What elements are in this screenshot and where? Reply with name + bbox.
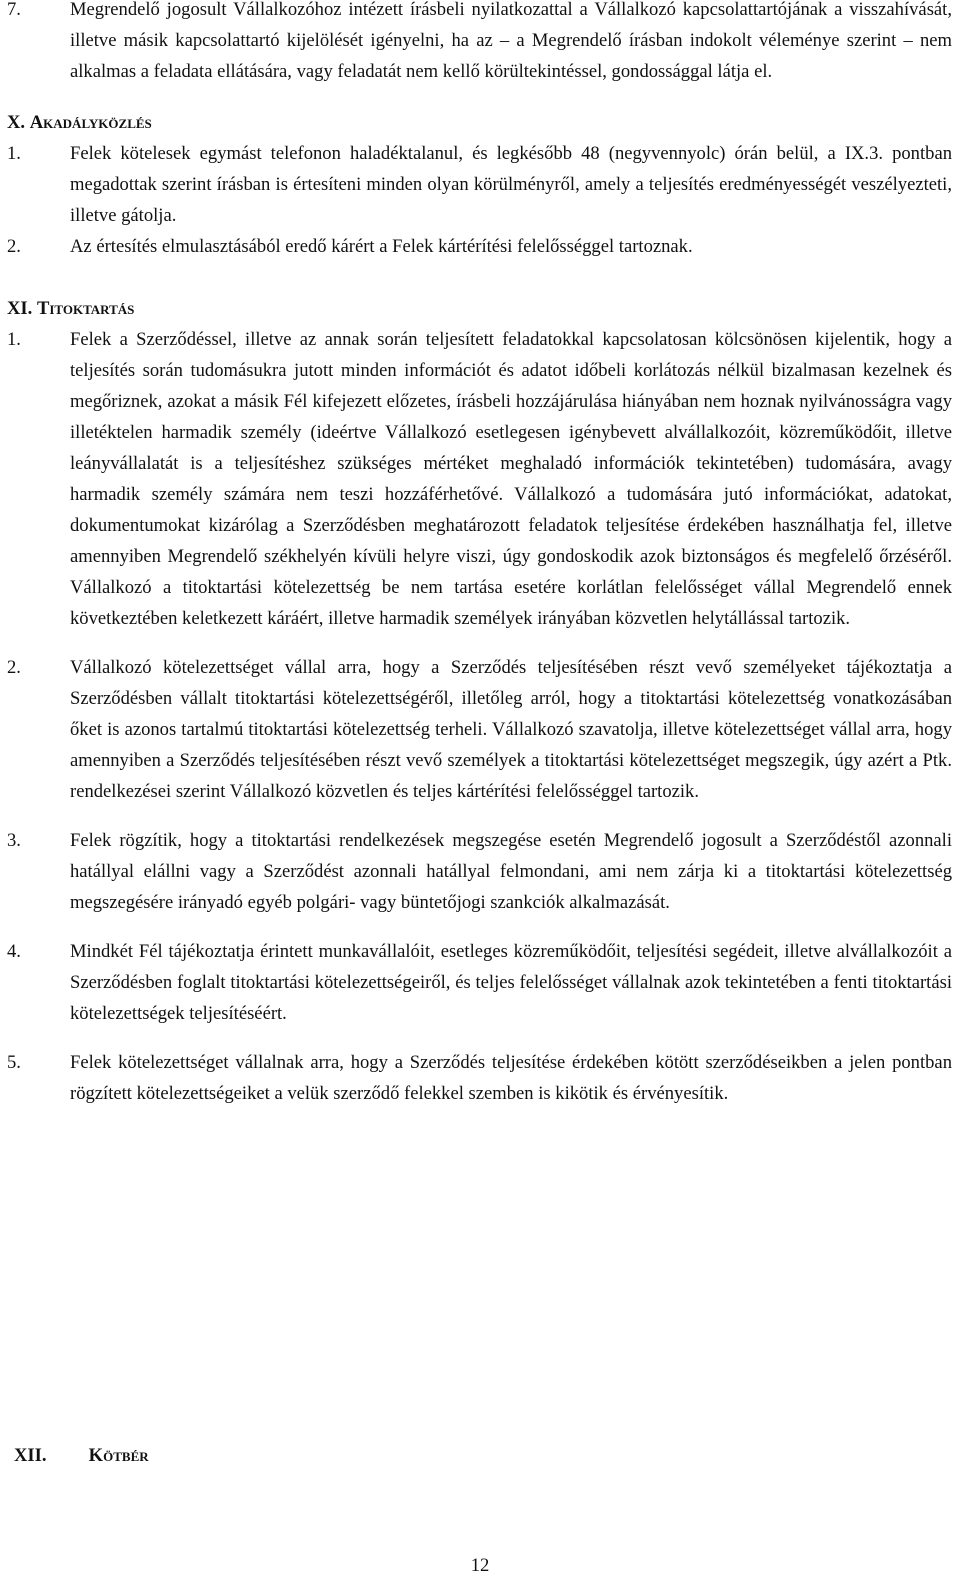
list-item bbox=[0, 0, 960, 87]
list-item bbox=[0, 652, 960, 807]
item-number: 1. bbox=[7, 329, 21, 350]
section-heading-xi bbox=[0, 293, 960, 324]
item-number: 5. bbox=[7, 1052, 21, 1073]
section-number: XI. bbox=[7, 298, 33, 319]
item-text: Felek kötelezettséget vállalnak arra, hogy a Szerződés teljesítése érdekében kötött szerződéseikben a jelen pontban rögzített kötelezettségeiket a velük szerződő felekkel szemben is kikötik és érvényesítik. bbox=[70, 1052, 952, 1104]
item-number: 2. bbox=[7, 657, 21, 678]
list-item bbox=[0, 231, 960, 262]
list-item bbox=[0, 324, 960, 634]
list-item bbox=[0, 825, 960, 918]
item-text: Megrendelő jogosult Vállalkozóhoz intézett írásbeli nyilatkozattal a Vállalkozó kapcsolattartójának a visszahívását, illetve másik kapcsolattartó kijelölését igényelni, ha az – a Megrendelő írásban indokolt véleménye szerint – nem alkalmas a feladata ellátására, vagy feladatát nem kellő körültekintéssel, gondossággal látja el. bbox=[70, 0, 952, 82]
section-title: Titoktartás bbox=[36, 298, 135, 319]
list-item bbox=[0, 1047, 960, 1109]
section-number: X. bbox=[7, 112, 26, 133]
item-text: Felek a Szerződéssel, illetve az annak során teljesített feladatokkal kapcsolatosan kölcsönösen kijelentik, hogy a teljesítés során tudomásukra jutott minden információt és adatot időbeli korlátozás nélkül bizalmasan kezelnek és megőriznek, azokat a másik Fél kifejezett előzetes, írásbeli hozzájárulása hiányában nem hoznak nyilvánosságra vagy illetéktelen harmadik személy (ideértve Vállalkozó esetlegesen igénybevett alvállalkozóit, közreműködőit, illetve leányvállalatát is a teljesítéshez szükséges mértéket meghaladó információk tekintetében) tudomására, avagy harmadik személy számára nem teszi hozzáférhetővé. Vállalkozó a tudomására jutó információkat, adatokat, dokumentumokat kizárólag a Szerződésben meghatározott feladatok teljesítése érdekében használhatja fel, illetve amennyiben Megrendelő székhelyén kívüli helyre viszi, úgy gondoskodik azok biztonságos és megfelelő őrzéséről. Vállalkozó a titoktartási kötelezettség be nem tartása esetére korlátlan felelősséget vállal Megrendelő ennek következtében keletkezett káráért, illetve harmadik személyek irányában közvetlen helytállással tartozik. bbox=[70, 329, 952, 629]
item-text: Felek kötelesek egymást telefonon haladéktalanul, és legkésőbb 48 (negyvennyolc) órán belül, a IX.3. pontban megadottak szerint írásban is értesíteni minden olyan körülményről, amely a teljesítés eredményességét veszélyezteti, illetve gátolja. bbox=[70, 143, 952, 226]
item-text: Vállalkozó kötelezettséget vállal arra, hogy a Szerződés teljesítésében részt vevő személyeket tájékoztatja a Szerződésben vállalt titoktartási kötelezettségéről, illetőleg arról, hogy a titoktartási kötelezettség vonatkozásában őket is azonos tartalmú titoktartási kötelezettség terheli. Vállalkozó szavatolja, illetve kötelezettséget vállal arra, hogy amennyiben a Szerződés teljesítésében részt vevő személyek a titoktartási kötelezettséget megszegik, úgy azért a Ptk. rendelkezései szerint Vállalkozó közvetlen és teljes kártérítési felelősséggel tartozik. bbox=[70, 657, 952, 802]
item-text: Mindkét Fél tájékoztatja érintett munkavállalóit, esetleges közreműködőit, teljesítési segédeit, illetve alvállalkozóit a Szerződésben foglalt titoktartási kötelezettségeiről, és teljes felelősséget vállalnak azok tekintetében a fenti titoktartási kötelezettségek teljesítéséért. bbox=[70, 941, 952, 1024]
item-number: 4. bbox=[7, 941, 21, 962]
section-title: Kötbér bbox=[88, 1445, 149, 1466]
section-heading-x bbox=[0, 107, 960, 138]
section-heading-xii bbox=[7, 1440, 149, 1471]
item-text: Felek rögzítik, hogy a titoktartási rendelkezések megszegése esetén Megrendelő jogosult a Szerződéstől azonnali hatállyal elállni vagy a Szerződést azonnali hatállyal felmondani, ami nem zárja ki a titoktartási kötelezettség megszegésére irányadó egyéb polgári- vagy büntetőjogi szankciók alkalmazását. bbox=[70, 830, 952, 913]
list-item bbox=[0, 936, 960, 1029]
item-number: 3. bbox=[7, 830, 21, 851]
item-number: 1. bbox=[7, 143, 21, 164]
item-number: 2. bbox=[7, 236, 21, 257]
list-item bbox=[0, 138, 960, 231]
item-text: Az értesítés elmulasztásából eredő kárért a Felek kártérítési felelősséggel tartoznak. bbox=[70, 236, 693, 257]
page-number: 12 bbox=[470, 1555, 490, 1576]
item-number: 7. bbox=[7, 0, 21, 20]
section-title: Akadályközlés bbox=[29, 112, 152, 133]
section-number: XII. bbox=[14, 1445, 47, 1466]
